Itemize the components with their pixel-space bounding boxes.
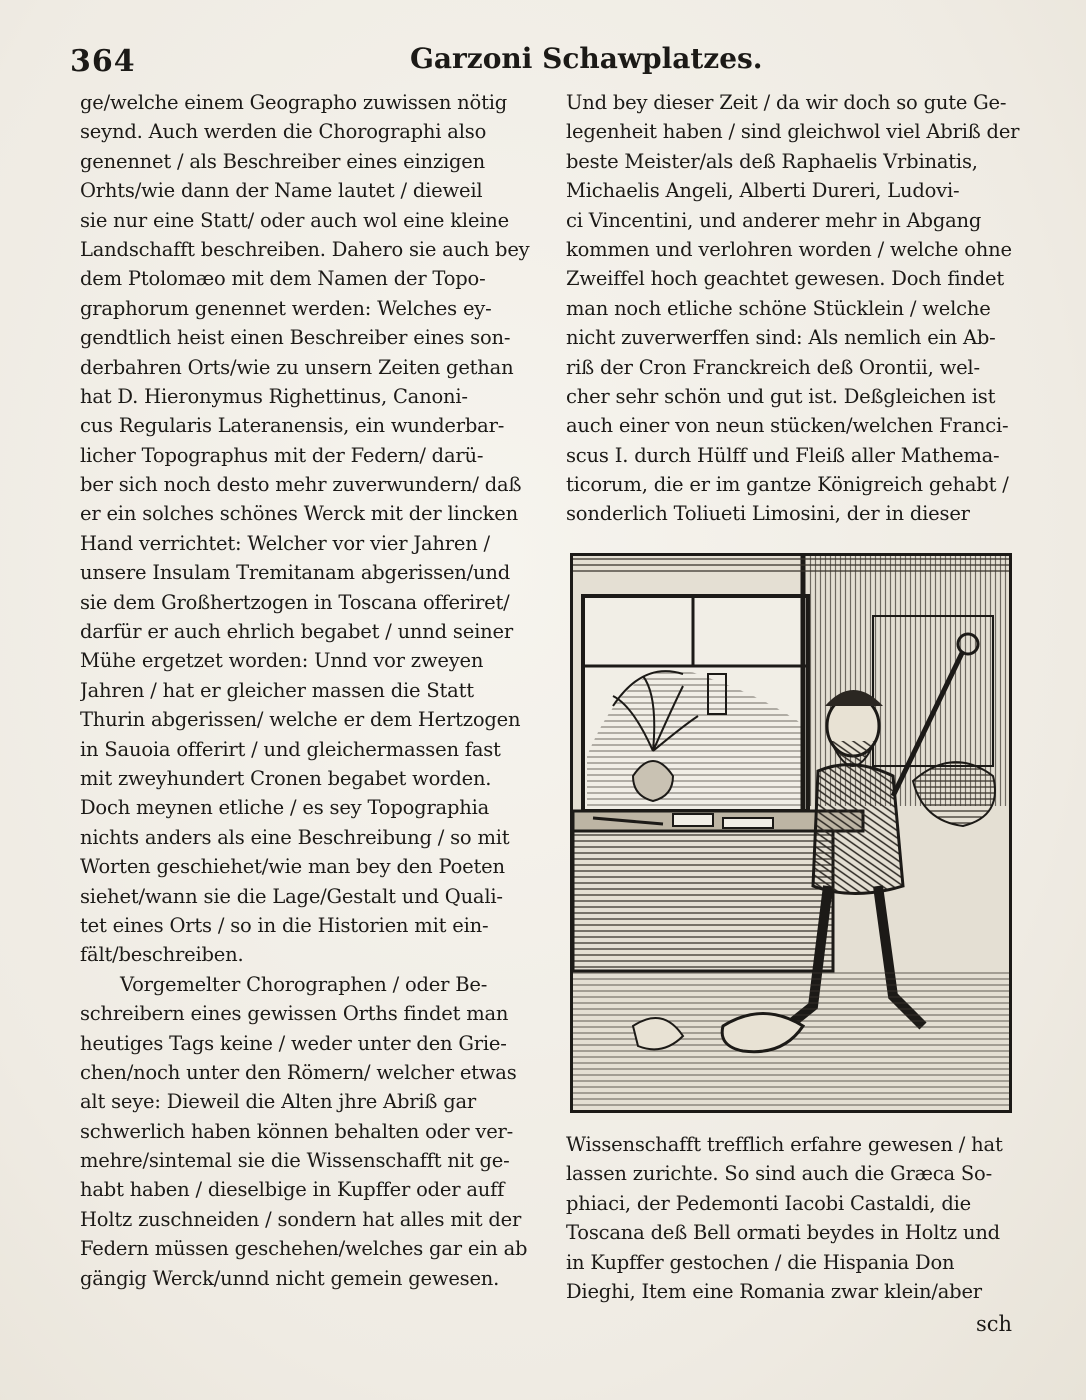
- text-line: mit zweyhundert Cronen begabet worden.: [80, 766, 492, 790]
- text-line: derbahren Orts/wie zu unsern Zeiten gethan: [80, 355, 514, 379]
- text-line: Wissenschafft trefflich erfahre gewesen / hat: [566, 1133, 1003, 1156]
- text-line: nichts anders als eine Beschreibung / so mit: [80, 825, 510, 849]
- running-head: Garzoni Schawplatzes.: [410, 42, 763, 75]
- text-line: in Kupffer gestochen / die Hispania Don: [566, 1250, 955, 1274]
- page-number: 364: [70, 44, 136, 79]
- text-line: habt haben / dieselbige in Kupffer oder auff: [80, 1178, 505, 1202]
- paragraph-start-line: Vorgemelter Chorographen / oder Be-: [120, 972, 488, 996]
- text-line: in Sauoia offerirt / und gleichermassen fast: [80, 737, 501, 761]
- text-line: Federn müssen geschehen/welches gar ein ab: [80, 1237, 528, 1261]
- text-line: Michaelis Angeli, Alberti Dureri, Ludovi-: [566, 179, 960, 203]
- text-line: cher sehr schön und gut ist. Deßgleichen ist: [566, 384, 996, 408]
- text-line: Orhts/wie dann der Name lautet / dieweil: [80, 179, 483, 203]
- text-line: gendtlich heist einen Beschreiber eines son-: [80, 326, 511, 350]
- woodcut-engraving-image: [573, 556, 1009, 1110]
- text-line: Holtz zuschneiden / sondern hat alles mit der: [80, 1207, 522, 1231]
- text-line: Mühe ergetzet worden: Unnd vor zweyen: [80, 649, 484, 673]
- text-line: ber sich noch desto mehr zuverwundern/ daß: [80, 473, 522, 497]
- right-text-column-top: [566, 88, 1044, 529]
- text-line: unsere Insulam Tremitanam abgerissen/und: [80, 561, 511, 585]
- text-line: licher Topographus mit der Federn/ darü-: [80, 443, 484, 467]
- text-line: er ein solches schönes Werck mit der lincken: [80, 502, 518, 526]
- text-line: chen/noch unter den Römern/ welcher etwas: [80, 1060, 517, 1084]
- text-line: Zweiffel hoch geachtet gewesen. Doch findet: [566, 267, 1005, 291]
- text-line: graphorum genennet werden: Welches ey-: [80, 296, 492, 320]
- text-line: beste Meister/als deß Raphaelis Vrbinatis,: [566, 149, 978, 173]
- text-line: Toscana deß Bell ormati beydes in Holtz und: [566, 1221, 1000, 1245]
- text-line: sonderlich Toliueti Limosini, der in dieser: [566, 502, 970, 526]
- text-line: sie dem Großhertzogen in Toscana offeriret/: [80, 590, 510, 614]
- text-line: genennet / als Beschreiber eines einzigen: [80, 149, 485, 173]
- text-line: Jahren / hat er gleicher massen die Statt: [80, 678, 474, 702]
- left-text-column: [80, 88, 550, 1293]
- text-line: phiaci, der Pedemonti Iacobi Castaldi, die: [566, 1191, 972, 1215]
- text-line: Doch meynen etliche / es sey Topographia: [80, 796, 490, 820]
- text-line: schwerlich haben können behalten oder ver-: [80, 1119, 514, 1143]
- text-line: siehet/wann sie die Lage/Gestalt und Quali-: [80, 884, 503, 908]
- text-line: scus I. durch Hülff und Fleiß aller Mathema-: [566, 443, 1000, 467]
- text-line: alt seye: Dieweil die Alten jhre Abriß gar: [80, 1090, 477, 1114]
- text-line: mehre/sintemal sie die Wissenschafft nit ge-: [80, 1149, 510, 1173]
- text-line: dem Ptolomæo mit dem Namen der Topo-: [80, 267, 486, 291]
- text-line: Und bey dieser Zeit / da wir doch so gute Ge-: [566, 91, 1007, 114]
- text-line: darfür er auch ehrlich begabet / unnd seiner: [80, 620, 513, 644]
- catchword: sch: [976, 1312, 1013, 1336]
- text-line: seynd. Auch werden die Chorographi also: [80, 120, 487, 144]
- text-line: Thurin abgerissen/ welche er dem Hertzogen: [80, 708, 521, 732]
- text-line: gängig Werck/unnd nicht gemein gewesen.: [80, 1266, 500, 1290]
- text-line: Hand verrichtet: Welcher vor vier Jahren /: [80, 531, 490, 555]
- text-line: kommen und verlohren worden / welche ohne: [566, 237, 1012, 261]
- text-line: lassen zurichte. So sind auch die Græca So-: [566, 1162, 992, 1186]
- text-line: hat D. Hieronymus Righettinus, Canoni-: [80, 384, 468, 408]
- text-line: man noch etliche schöne Stücklein / welche: [566, 296, 991, 320]
- text-line: Worten geschiehet/wie man bey den Poeten: [80, 855, 505, 879]
- text-line: auch einer von neun stücken/welchen Franci-: [566, 414, 1009, 438]
- text-line: riß der Cron Franckreich deß Orontii, wel-: [566, 355, 980, 379]
- woodcut-illustration: [570, 553, 1012, 1113]
- text-line: heutiges Tags keine / weder unter den Grie-: [80, 1031, 507, 1055]
- text-line: ge/welche einem Geographo zuwissen nötig: [80, 91, 508, 114]
- text-line: fält/beschreiben.: [80, 943, 244, 967]
- text-line: ci Vincentini, und anderer mehr in Abgang: [566, 208, 982, 232]
- text-line: tet eines Orts / so in die Historien mit ein-: [80, 913, 489, 937]
- text-line: ticorum, die er im gantze Königreich gehabt /: [566, 473, 1009, 497]
- text-line: cus Regularis Lateranensis, ein wunderbar-: [80, 414, 505, 438]
- right-text-column-bottom: [566, 1130, 1044, 1306]
- text-line: Landschafft beschreiben. Dahero sie auch bey: [80, 237, 530, 261]
- text-line: sie nur eine Statt/ oder auch wol eine kleine: [80, 208, 509, 232]
- text-line: Dieghi, Item eine Romania zwar klein/aber: [566, 1279, 982, 1303]
- text-line: schreibern eines gewissen Orths findet man: [80, 1002, 509, 1026]
- text-line: legenheit haben / sind gleichwol viel Abriß der: [566, 120, 1020, 144]
- text-line: nicht zuverwerffen sind: Als nemlich ein Ab-: [566, 326, 996, 350]
